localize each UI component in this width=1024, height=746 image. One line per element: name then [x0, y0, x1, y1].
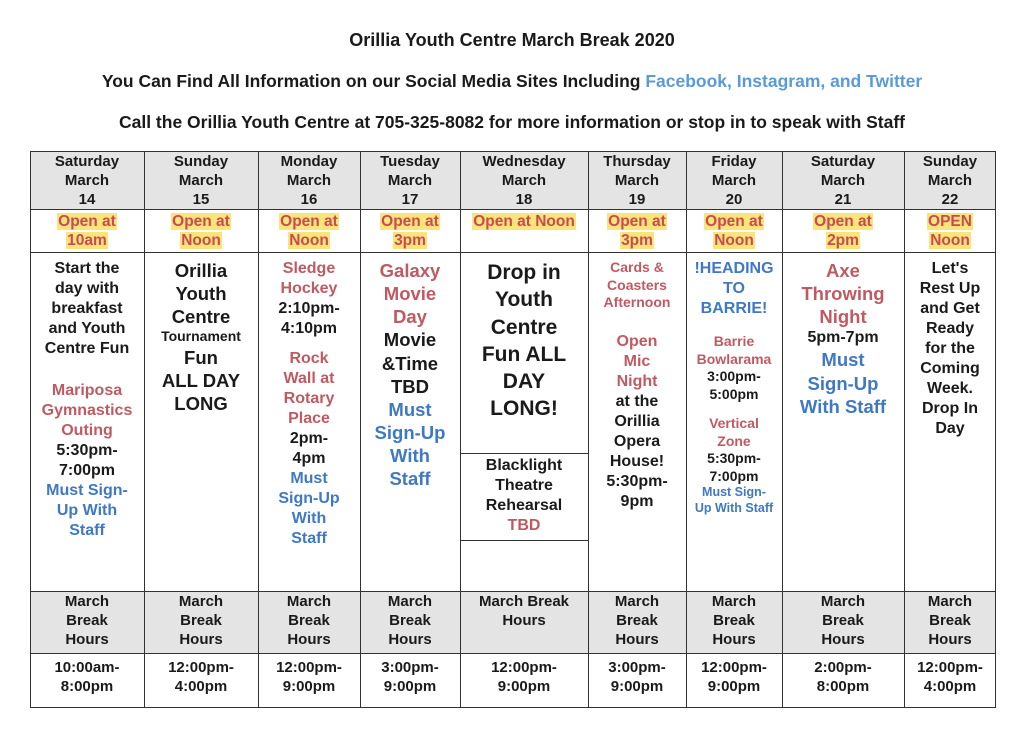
activity-text: Blacklight: [485, 457, 563, 474]
spacer: [689, 403, 779, 415]
hours-label-line: March: [820, 593, 866, 610]
hours-value: [144, 658, 258, 696]
event-name: Wall at: [283, 370, 335, 387]
open-time-line: [904, 231, 996, 250]
open-time-text: Open at: [705, 213, 763, 230]
activity-text: Let's: [931, 260, 969, 277]
event-name: Axe: [826, 260, 860, 281]
activity-sun22: [907, 259, 993, 439]
wed-sub-divider: [460, 540, 588, 541]
hours-value-line: 12:00pm-: [701, 659, 767, 676]
signup-note: Must Sign-: [46, 482, 128, 499]
hours-value: [686, 658, 782, 696]
event-time: 5:30pm-: [707, 450, 761, 466]
signup-note: Staff: [389, 468, 431, 490]
hours-label-line: Break: [929, 612, 971, 629]
open-time-line: [588, 231, 686, 250]
activity-text: Drop In: [922, 400, 978, 417]
hours-value-line: 9:00pm: [383, 678, 437, 695]
hours-value-line: 10:00am-: [54, 659, 120, 676]
signup-note: Sign-Up: [807, 372, 879, 394]
event-time: 7:00pm: [58, 462, 116, 479]
activity-text: Coming: [920, 360, 980, 377]
activity-text: Tournament: [161, 328, 241, 345]
activity-mon16: [261, 259, 357, 549]
open-time-text: Open at: [608, 213, 666, 230]
hours-value: [258, 658, 360, 696]
day-header: [782, 152, 904, 209]
row-divider: [30, 707, 996, 708]
day-header: [460, 152, 588, 209]
open-time-line: [686, 231, 782, 250]
activity-wed18: [463, 456, 585, 536]
activity-text: for the: [925, 340, 975, 357]
open-time-text: Open at: [814, 213, 872, 230]
open-time: [904, 212, 996, 250]
activity-sat21: [785, 259, 901, 418]
activity-text: Rest Up: [919, 280, 981, 297]
hours-value-line: 12:00pm-: [917, 659, 983, 676]
open-time-line: [904, 212, 996, 231]
weekday-label: Wednesday: [482, 153, 566, 170]
date-label: 22: [941, 191, 959, 208]
row-divider: [30, 209, 996, 210]
open-time: [588, 212, 686, 250]
day-header: [686, 152, 782, 209]
day-header: [144, 152, 258, 209]
open-time-text: Noon: [930, 232, 970, 249]
open-time-text: Open at: [381, 213, 439, 230]
event-name: Day: [393, 306, 427, 328]
activity-text: Rehearsal: [485, 497, 563, 514]
open-time-text: OPEN: [928, 213, 972, 230]
event-name: Zone: [717, 432, 751, 449]
hours-value-line: 3:00pm-: [608, 659, 666, 676]
activity-text: Drop in: [487, 261, 561, 284]
month-label: March: [820, 172, 866, 189]
hours-label-line: Hours: [179, 631, 223, 648]
hours-label: [144, 592, 258, 649]
hours-label: [360, 592, 460, 649]
open-time-text: 3pm: [621, 232, 653, 249]
activity-text: 5:30pm-: [606, 472, 668, 490]
event-tbd: TBD: [507, 517, 541, 534]
schedule-calendar: [30, 151, 996, 708]
open-time-line: [782, 231, 904, 250]
activity-thu19: [591, 259, 683, 512]
open-time: [360, 212, 460, 250]
signup-note: Must Sign-: [702, 485, 766, 499]
hours-value: [904, 658, 996, 696]
day-header: [30, 152, 144, 209]
hours-value-line: 12:00pm-: [168, 659, 234, 676]
open-time-text: Noon: [181, 232, 221, 249]
date-label: 21: [834, 191, 852, 208]
event-time: 4:10pm: [280, 320, 338, 337]
day-header: [360, 152, 460, 209]
activity-text: Start the: [54, 260, 120, 277]
event-name: Sledge: [282, 260, 336, 277]
hours-label-line: Hours: [388, 631, 432, 648]
hours-label-line: March: [614, 593, 660, 610]
hours-label-line: Break: [822, 612, 864, 629]
hours-value: [782, 658, 904, 696]
open-time: [30, 212, 144, 250]
month-label: March: [614, 172, 660, 189]
hours-label-line: Break: [713, 612, 755, 629]
activity-text: Movie: [383, 329, 437, 351]
hours-value-line: 4:00pm: [174, 678, 228, 695]
open-time-line: [360, 231, 460, 250]
weekday-label: Monday: [280, 153, 338, 170]
date-label: 17: [401, 191, 419, 208]
hours-value-line: 12:00pm-: [276, 659, 342, 676]
open-time-text: Noon: [714, 232, 754, 249]
hours-label-line: Hours: [821, 631, 865, 648]
weekday-label: Tuesday: [380, 153, 440, 170]
hours-label-line: Hours: [502, 612, 546, 629]
hours-value: [360, 658, 460, 696]
trip-heading: TO: [723, 280, 745, 297]
day-header: [588, 152, 686, 209]
open-time-line: [30, 231, 144, 250]
hours-label: [30, 592, 144, 649]
event-time: 5:30pm-: [56, 442, 118, 459]
hours-label-line: Break: [288, 612, 330, 629]
hours-label-line: March: [711, 593, 757, 610]
activity-text: TBD: [390, 375, 430, 397]
signup-note: Staff: [291, 530, 327, 547]
activity-text: Theatre: [495, 477, 553, 494]
social-links: Facebook, Instagram, and Twitter: [645, 71, 923, 91]
open-time-text: 3pm: [394, 232, 426, 249]
activity-text: Ready: [925, 320, 975, 337]
activity-text: Youth: [175, 283, 227, 305]
activity-text: Centre: [490, 315, 558, 339]
activity-tue17: [363, 259, 457, 490]
weekday-label: Thursday: [603, 153, 671, 170]
activity-text: Week.: [927, 380, 973, 397]
event-time: 2:10pm-: [278, 300, 340, 317]
hours-value-line: 4:00pm: [923, 678, 977, 695]
hours-label-line: March Break: [478, 593, 570, 610]
date-label: 18: [515, 191, 533, 208]
hours-label: [460, 592, 588, 630]
event-name: Galaxy: [379, 260, 441, 281]
signup-note: Sign-Up: [374, 421, 446, 443]
event-name: Mariposa: [51, 382, 123, 399]
open-time-line: [30, 212, 144, 231]
event-name: Gymnastics: [41, 402, 133, 419]
open-time-line: [686, 212, 782, 231]
open-time-text: 2pm: [827, 232, 859, 249]
trip-heading: BARRIE!: [700, 300, 768, 317]
month-label: March: [178, 172, 224, 189]
event-name: Movie: [383, 283, 437, 305]
event-name: Open: [616, 332, 658, 350]
spacer: [689, 319, 779, 333]
hours-value-line: 9:00pm: [282, 678, 336, 695]
activity-text: Day: [935, 420, 965, 437]
hours-value-line: 2:00pm-: [814, 659, 872, 676]
signup-note: Staff: [69, 522, 105, 539]
event-time: 5pm-7pm: [807, 329, 879, 347]
signup-note: Up With Staff: [694, 500, 774, 515]
signup-note: Sign-Up: [278, 490, 340, 507]
activity-text: Orillia: [614, 412, 660, 430]
event-name: Throwing: [801, 283, 885, 305]
hours-label-line: Break: [180, 612, 222, 629]
hours-label: [782, 592, 904, 649]
hours-label-line: March: [286, 593, 332, 610]
open-time: [144, 212, 258, 250]
social-info-text: You Can Find All Information on our Social Media Sites Including: [101, 71, 646, 91]
hours-label-line: March: [387, 593, 433, 610]
event-name: Afternoon: [603, 294, 671, 310]
event-name: Rotary: [283, 390, 335, 407]
activity-text: DAY: [502, 370, 546, 394]
day-header: [904, 152, 996, 209]
date-label: 14: [78, 191, 96, 208]
open-time-line: [144, 212, 258, 231]
row-divider: [30, 252, 996, 253]
activity-text: breakfast: [51, 300, 123, 317]
hours-label-line: Break: [616, 612, 658, 629]
hours-value: [460, 658, 588, 696]
month-label: March: [64, 172, 110, 189]
open-time-line: [360, 212, 460, 231]
open-time-text: Open at Noon: [473, 213, 575, 230]
weekday-label: Sunday: [173, 153, 229, 170]
event-name: Barrie: [713, 333, 755, 349]
event-time: 4pm: [292, 450, 326, 467]
activity-sun15: [147, 259, 255, 415]
hours-label-line: March: [178, 593, 224, 610]
spacer: [261, 339, 357, 349]
open-time-text: 10am: [67, 232, 107, 249]
date-label: 16: [300, 191, 318, 208]
activity-text: and Get: [920, 300, 980, 317]
spacer: [33, 359, 141, 381]
hours-label: [258, 592, 360, 649]
day-header: [258, 152, 360, 209]
hours-label-line: March: [64, 593, 110, 610]
open-time-line: [460, 212, 588, 231]
activity-text: LONG: [174, 393, 228, 415]
signup-note: With Staff: [799, 395, 887, 417]
activity-text: Youth: [495, 288, 553, 312]
date-label: 20: [725, 191, 743, 208]
hours-label: [904, 592, 996, 649]
open-time-line: [588, 212, 686, 231]
activity-text: day with: [54, 280, 119, 297]
activity-text: Fun ALL: [481, 342, 567, 366]
hours-label-line: Hours: [287, 631, 331, 648]
event-time: 5:00pm: [709, 385, 759, 402]
open-time: [686, 212, 782, 250]
activity-wed18: [463, 259, 585, 423]
activity-text: ALL DAY: [161, 370, 241, 391]
signup-note: Must: [290, 470, 328, 487]
hours-value-line: 9:00pm: [707, 678, 761, 695]
activity-text: Centre Fun: [44, 340, 130, 357]
activity-text: Centre: [171, 306, 231, 328]
signup-note: Must: [388, 398, 432, 420]
hours-label-line: Hours: [712, 631, 756, 648]
open-time-text: Open at: [280, 213, 338, 230]
event-name: Vertical: [709, 415, 759, 431]
activity-text: LONG!: [490, 397, 558, 421]
hours-value-line: 8:00pm: [60, 678, 114, 695]
hours-label-line: Hours: [928, 631, 972, 648]
hours-label-line: Break: [66, 612, 108, 629]
signup-note: With: [390, 445, 430, 466]
event-name: Cards &: [610, 259, 664, 275]
spacer: [591, 312, 683, 332]
weekday-label: Saturday: [810, 153, 876, 170]
event-name: Place: [288, 410, 330, 427]
open-time-text: Open at: [58, 213, 116, 230]
event-name: Mic: [623, 352, 651, 370]
weekday-label: Friday: [711, 153, 757, 170]
signup-note: With: [291, 510, 327, 527]
event-name: Coasters: [607, 276, 667, 293]
open-time: [782, 212, 904, 250]
hours-value: [588, 658, 686, 696]
open-time-line: [144, 231, 258, 250]
event-time: 3:00pm-: [707, 368, 761, 384]
event-name: Rock: [289, 350, 329, 367]
contact-line: Call the Orillia Youth Centre at 705-325-8082 for more information or stop in to speak with Staff: [118, 112, 906, 132]
row-divider: [30, 653, 996, 654]
hours-value-line: 9:00pm: [497, 678, 551, 695]
hours-value-line: 8:00pm: [816, 678, 870, 695]
month-label: March: [286, 172, 332, 189]
open-time: [258, 212, 360, 250]
event-name: Night: [616, 372, 658, 390]
trip-heading: !HEADING: [694, 260, 774, 277]
signup-note: Up With: [56, 502, 118, 519]
open-time-text: Noon: [289, 232, 329, 249]
hours-label-line: Hours: [615, 631, 659, 648]
activity-fri20: [689, 259, 779, 516]
month-label: March: [711, 172, 757, 189]
hours-label-line: Hours: [65, 631, 109, 648]
hours-value-line: 9:00pm: [610, 678, 664, 695]
event-name: Outing: [61, 422, 113, 439]
hours-label-line: Break: [389, 612, 431, 629]
activity-text: 9pm: [620, 492, 654, 510]
hours-value-line: 3:00pm-: [381, 659, 439, 676]
weekday-label: Saturday: [54, 153, 120, 170]
activity-text: Fun: [184, 346, 218, 368]
hours-label-line: March: [927, 593, 973, 610]
hours-value: [30, 658, 144, 696]
activity-text: Orillia: [174, 260, 228, 281]
activity-text: and Youth: [48, 320, 126, 337]
hours-label: [686, 592, 782, 649]
open-time: [460, 212, 588, 231]
activity-text: &Time: [381, 352, 439, 374]
date-label: 15: [192, 191, 210, 208]
weekday-label: Sunday: [922, 153, 978, 170]
open-time-text: Open at: [172, 213, 230, 230]
open-time-line: [258, 231, 360, 250]
activity-text: Opera: [613, 432, 661, 450]
activity-text: at the: [615, 392, 659, 410]
event-name: Bowlarama: [696, 350, 772, 367]
event-time: 7:00pm: [709, 467, 759, 484]
social-info-line: [0, 71, 1024, 92]
open-time-line: [782, 212, 904, 231]
event-name: Hockey: [280, 280, 338, 297]
month-label: March: [387, 172, 433, 189]
month-label: March: [927, 172, 973, 189]
date-label: 19: [628, 191, 646, 208]
open-time-line: [258, 212, 360, 231]
signup-note: Must: [821, 349, 865, 371]
hours-value-line: 12:00pm-: [491, 659, 557, 676]
month-label: March: [501, 172, 547, 189]
activity-text: House!: [609, 452, 665, 470]
hours-label: [588, 592, 686, 649]
event-time: 2pm-: [289, 430, 329, 447]
activity-sat14: [33, 259, 141, 541]
page-title: Orillia Youth Centre March Break 2020: [349, 30, 675, 50]
event-name: Night: [819, 306, 867, 328]
wed-sub-divider: [460, 453, 588, 454]
